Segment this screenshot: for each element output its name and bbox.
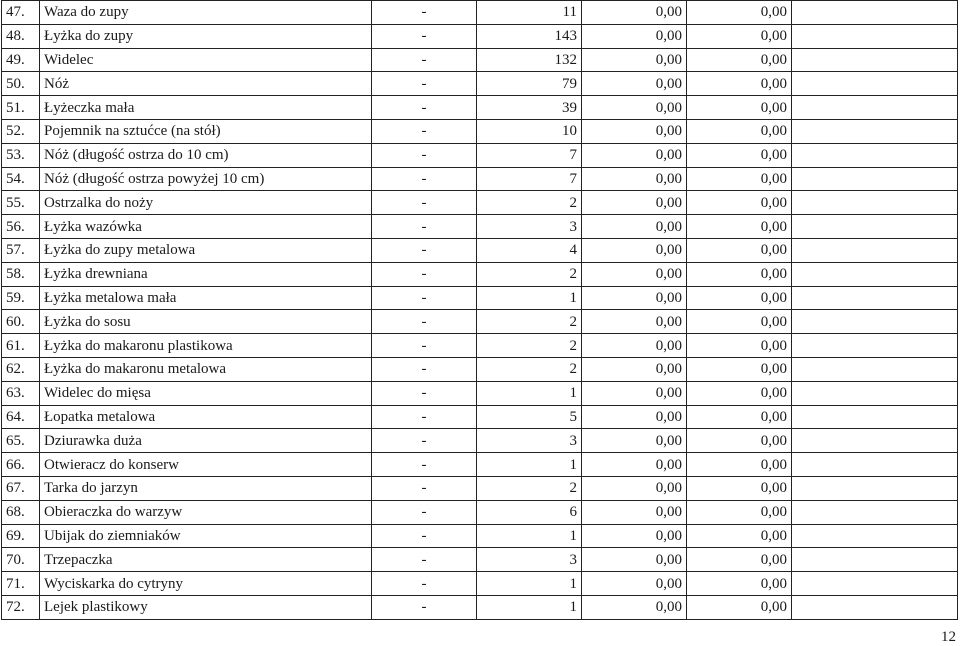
empty-cell	[792, 48, 958, 72]
item-quantity: 1	[477, 524, 582, 548]
item-price: 0,00	[582, 572, 687, 596]
table-row	[2, 143, 958, 167]
item-quantity: 5	[477, 405, 582, 429]
item-price: 0,00	[582, 500, 687, 524]
row-number: 47.	[2, 1, 40, 25]
item-unit: -	[372, 286, 477, 310]
row-number: 68.	[2, 500, 40, 524]
item-quantity: 2	[477, 334, 582, 358]
table-row	[2, 72, 958, 96]
item-price: 0,00	[582, 24, 687, 48]
item-unit: -	[372, 429, 477, 453]
item-value: 0,00	[687, 191, 792, 215]
table-row	[2, 405, 958, 429]
empty-cell	[792, 72, 958, 96]
table-row	[2, 429, 958, 453]
empty-cell	[792, 238, 958, 262]
item-quantity: 1	[477, 595, 582, 619]
table-row	[2, 238, 958, 262]
item-price: 0,00	[582, 405, 687, 429]
item-price: 0,00	[582, 429, 687, 453]
item-name: Łyżka do sosu	[40, 310, 372, 334]
item-name: Nóż	[40, 72, 372, 96]
row-number: 63.	[2, 381, 40, 405]
item-unit: -	[372, 24, 477, 48]
item-unit: -	[372, 357, 477, 381]
row-number: 72.	[2, 595, 40, 619]
item-value: 0,00	[687, 96, 792, 120]
table-row	[2, 595, 958, 619]
empty-cell	[792, 453, 958, 477]
empty-cell	[792, 476, 958, 500]
item-quantity: 1	[477, 381, 582, 405]
row-number: 55.	[2, 191, 40, 215]
item-name: Nóż (długość ostrza do 10 cm)	[40, 143, 372, 167]
empty-cell	[792, 215, 958, 239]
item-name: Łyżka wazówka	[40, 215, 372, 239]
item-name: Łyżka do zupy metalowa	[40, 238, 372, 262]
table-row	[2, 48, 958, 72]
row-number: 54.	[2, 167, 40, 191]
item-value: 0,00	[687, 476, 792, 500]
item-unit: -	[372, 595, 477, 619]
row-number: 60.	[2, 310, 40, 334]
item-price: 0,00	[582, 96, 687, 120]
item-name: Widelec	[40, 48, 372, 72]
item-value: 0,00	[687, 1, 792, 25]
row-number: 71.	[2, 572, 40, 596]
item-unit: -	[372, 381, 477, 405]
item-unit: -	[372, 1, 477, 25]
item-quantity: 10	[477, 119, 582, 143]
empty-cell	[792, 357, 958, 381]
table-row	[2, 310, 958, 334]
table-row	[2, 572, 958, 596]
row-number: 48.	[2, 24, 40, 48]
row-number: 57.	[2, 238, 40, 262]
empty-cell	[792, 1, 958, 25]
item-value: 0,00	[687, 143, 792, 167]
item-name: Łyżka do makaronu plastikowa	[40, 334, 372, 358]
item-value: 0,00	[687, 215, 792, 239]
empty-cell	[792, 572, 958, 596]
table-row	[2, 1, 958, 25]
item-price: 0,00	[582, 381, 687, 405]
item-name: Otwieracz do konserw	[40, 453, 372, 477]
table-row	[2, 96, 958, 120]
item-value: 0,00	[687, 334, 792, 358]
row-number: 67.	[2, 476, 40, 500]
item-unit: -	[372, 334, 477, 358]
item-quantity: 39	[477, 96, 582, 120]
item-unit: -	[372, 500, 477, 524]
empty-cell	[792, 524, 958, 548]
item-quantity: 11	[477, 1, 582, 25]
item-price: 0,00	[582, 548, 687, 572]
empty-cell	[792, 143, 958, 167]
empty-cell	[792, 405, 958, 429]
item-unit: -	[372, 238, 477, 262]
item-quantity: 6	[477, 500, 582, 524]
item-name: Waza do zupy	[40, 1, 372, 25]
item-price: 0,00	[582, 595, 687, 619]
row-number: 69.	[2, 524, 40, 548]
row-number: 50.	[2, 72, 40, 96]
item-price: 0,00	[582, 119, 687, 143]
item-price: 0,00	[582, 191, 687, 215]
item-quantity: 3	[477, 548, 582, 572]
row-number: 61.	[2, 334, 40, 358]
item-quantity: 3	[477, 429, 582, 453]
item-unit: -	[372, 48, 477, 72]
inventory-table-body	[2, 1, 958, 620]
row-number: 66.	[2, 453, 40, 477]
inventory-table	[1, 0, 958, 620]
empty-cell	[792, 167, 958, 191]
empty-cell	[792, 262, 958, 286]
item-value: 0,00	[687, 381, 792, 405]
table-row	[2, 500, 958, 524]
row-number: 59.	[2, 286, 40, 310]
table-row	[2, 381, 958, 405]
item-price: 0,00	[582, 357, 687, 381]
item-unit: -	[372, 524, 477, 548]
item-value: 0,00	[687, 48, 792, 72]
table-row	[2, 334, 958, 358]
item-quantity: 2	[477, 357, 582, 381]
item-price: 0,00	[582, 262, 687, 286]
item-unit: -	[372, 405, 477, 429]
item-unit: -	[372, 215, 477, 239]
item-name: Nóż (długość ostrza powyżej 10 cm)	[40, 167, 372, 191]
item-unit: -	[372, 143, 477, 167]
table-row	[2, 167, 958, 191]
table-row	[2, 262, 958, 286]
item-unit: -	[372, 96, 477, 120]
item-value: 0,00	[687, 500, 792, 524]
item-quantity: 143	[477, 24, 582, 48]
table-row	[2, 524, 958, 548]
item-name: Tarka do jarzyn	[40, 476, 372, 500]
item-value: 0,00	[687, 405, 792, 429]
item-price: 0,00	[582, 310, 687, 334]
item-value: 0,00	[687, 548, 792, 572]
row-number: 70.	[2, 548, 40, 572]
empty-cell	[792, 286, 958, 310]
item-quantity: 3	[477, 215, 582, 239]
empty-cell	[792, 548, 958, 572]
item-price: 0,00	[582, 167, 687, 191]
item-value: 0,00	[687, 72, 792, 96]
item-name: Łyżka do zupy	[40, 24, 372, 48]
item-name: Łyżka metalowa mała	[40, 286, 372, 310]
empty-cell	[792, 24, 958, 48]
item-quantity: 1	[477, 572, 582, 596]
item-price: 0,00	[582, 453, 687, 477]
table-row	[2, 215, 958, 239]
item-name: Ubijak do ziemniaków	[40, 524, 372, 548]
item-value: 0,00	[687, 310, 792, 334]
item-unit: -	[372, 191, 477, 215]
item-price: 0,00	[582, 72, 687, 96]
empty-cell	[792, 500, 958, 524]
item-value: 0,00	[687, 572, 792, 596]
item-quantity: 2	[477, 191, 582, 215]
table-row	[2, 24, 958, 48]
item-name: Dziurawka duża	[40, 429, 372, 453]
table-row	[2, 191, 958, 215]
empty-cell	[792, 429, 958, 453]
row-number: 58.	[2, 262, 40, 286]
item-value: 0,00	[687, 24, 792, 48]
table-row	[2, 548, 958, 572]
item-price: 0,00	[582, 334, 687, 358]
item-unit: -	[372, 476, 477, 500]
row-number: 62.	[2, 357, 40, 381]
item-value: 0,00	[687, 357, 792, 381]
item-quantity: 2	[477, 262, 582, 286]
item-unit: -	[372, 119, 477, 143]
item-unit: -	[372, 262, 477, 286]
item-quantity: 2	[477, 310, 582, 334]
item-price: 0,00	[582, 143, 687, 167]
item-unit: -	[372, 72, 477, 96]
item-name: Łyżeczka mała	[40, 96, 372, 120]
item-unit: -	[372, 572, 477, 596]
item-name: Trzepaczka	[40, 548, 372, 572]
item-quantity: 7	[477, 143, 582, 167]
table-row	[2, 286, 958, 310]
item-name: Wyciskarka do cytryny	[40, 572, 372, 596]
row-number: 53.	[2, 143, 40, 167]
item-name: Lejek plastikowy	[40, 595, 372, 619]
item-name: Łyżka do makaronu metalowa	[40, 357, 372, 381]
empty-cell	[792, 334, 958, 358]
item-quantity: 132	[477, 48, 582, 72]
row-number: 51.	[2, 96, 40, 120]
item-price: 0,00	[582, 524, 687, 548]
item-price: 0,00	[582, 476, 687, 500]
empty-cell	[792, 191, 958, 215]
table-row	[2, 119, 958, 143]
empty-cell	[792, 381, 958, 405]
item-name: Pojemnik na sztućce (na stół)	[40, 119, 372, 143]
item-value: 0,00	[687, 119, 792, 143]
item-value: 0,00	[687, 286, 792, 310]
item-value: 0,00	[687, 429, 792, 453]
empty-cell	[792, 119, 958, 143]
item-name: Obieraczka do warzyw	[40, 500, 372, 524]
item-price: 0,00	[582, 215, 687, 239]
item-name: Łopatka metalowa	[40, 405, 372, 429]
page-number: 12	[941, 629, 956, 645]
item-price: 0,00	[582, 286, 687, 310]
item-quantity: 1	[477, 453, 582, 477]
item-unit: -	[372, 167, 477, 191]
item-name: Ostrzalka do noży	[40, 191, 372, 215]
row-number: 56.	[2, 215, 40, 239]
item-price: 0,00	[582, 238, 687, 262]
empty-cell	[792, 310, 958, 334]
item-quantity: 4	[477, 238, 582, 262]
row-number: 52.	[2, 119, 40, 143]
item-name: Widelec do mięsa	[40, 381, 372, 405]
item-quantity: 2	[477, 476, 582, 500]
empty-cell	[792, 96, 958, 120]
item-unit: -	[372, 453, 477, 477]
empty-cell	[792, 595, 958, 619]
item-unit: -	[372, 310, 477, 334]
item-name: Łyżka drewniana	[40, 262, 372, 286]
table-row	[2, 357, 958, 381]
row-number: 65.	[2, 429, 40, 453]
table-row	[2, 453, 958, 477]
item-value: 0,00	[687, 595, 792, 619]
row-number: 49.	[2, 48, 40, 72]
item-quantity: 1	[477, 286, 582, 310]
table-row	[2, 476, 958, 500]
item-price: 0,00	[582, 1, 687, 25]
item-value: 0,00	[687, 524, 792, 548]
item-value: 0,00	[687, 262, 792, 286]
item-unit: -	[372, 548, 477, 572]
item-quantity: 7	[477, 167, 582, 191]
row-number: 64.	[2, 405, 40, 429]
item-quantity: 79	[477, 72, 582, 96]
item-price: 0,00	[582, 48, 687, 72]
item-value: 0,00	[687, 453, 792, 477]
item-value: 0,00	[687, 167, 792, 191]
item-value: 0,00	[687, 238, 792, 262]
